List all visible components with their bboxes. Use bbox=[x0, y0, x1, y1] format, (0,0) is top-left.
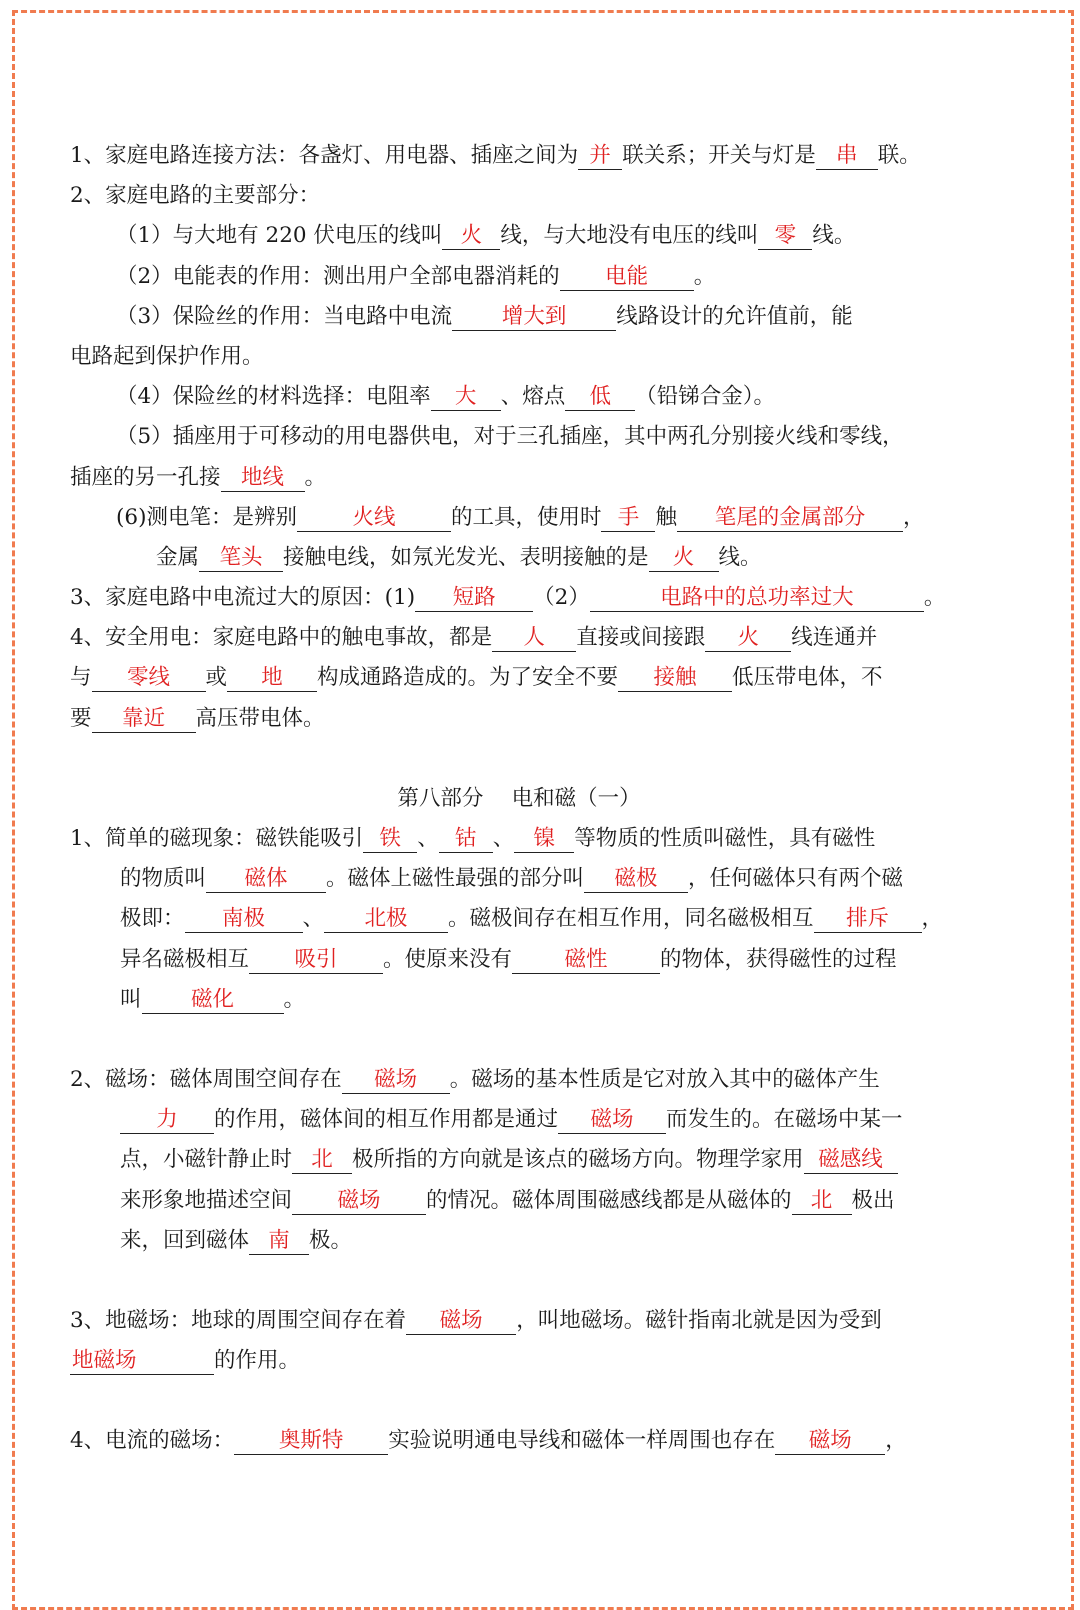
answer-blank: 短路 bbox=[415, 585, 533, 612]
text-line: 2、磁场：磁体周围空间存在 磁场 。磁场的基本性质是它对放入其中的磁体产生 bbox=[70, 1066, 880, 1092]
answer-blank: 磁场 bbox=[775, 1428, 885, 1455]
spacer bbox=[70, 1020, 968, 1060]
text-line: (6)测电笔：是辨别 火线 的工具，使用时 手 触 笔尾的金属部分 ， bbox=[116, 504, 925, 530]
answer-blank: 大 bbox=[431, 384, 501, 411]
text-line: 地磁场 的作用。 bbox=[72, 1348, 301, 1374]
answer-blank: 火 bbox=[649, 545, 719, 572]
answer-blank: 零线 bbox=[92, 665, 206, 692]
answer-blank: 笔尾的金属部分 bbox=[677, 505, 903, 532]
worksheet-content bbox=[70, 136, 968, 1461]
answer-blank: 零 bbox=[758, 223, 812, 250]
text-line: 来，回到磁体 南 极。 bbox=[120, 1227, 353, 1253]
text-line: 的物质叫 磁体 。磁体上磁性最强的部分叫 磁极 ，任何磁体只有两个磁 bbox=[120, 866, 904, 892]
answer-blank: 磁场 bbox=[342, 1067, 450, 1094]
answer-blank: 增大到 bbox=[452, 304, 616, 331]
text-line: 插座的另一孔接 地线 。 bbox=[70, 464, 327, 490]
text-line: 异名磁极相互 吸引 。使原来没有 磁性 的物体，获得磁性的过程 bbox=[120, 946, 897, 972]
text-line: （2）电能表的作用：测出用户全部电器消耗的 电能 。 bbox=[116, 263, 716, 289]
answer-blank: 南 bbox=[249, 1228, 309, 1255]
answer-blank: 磁极 bbox=[584, 866, 688, 893]
answer-blank: 磁场 bbox=[406, 1308, 516, 1335]
answer-blank: 火线 bbox=[297, 505, 451, 532]
text-line: 力 的作用，磁体间的相互作用都是通过 磁场 而发生的。在磁场中某一 bbox=[70, 1100, 968, 1140]
answer-blank: 北极 bbox=[324, 906, 448, 933]
answer-blank: 火 bbox=[442, 223, 500, 250]
answer-blank: 地 bbox=[227, 665, 317, 692]
text-line: 4、电流的磁场： 奥斯特 实验说明通电导线和磁体一样周围也存在 磁场 ， bbox=[70, 1428, 907, 1454]
answer-blank: 北 bbox=[292, 1147, 352, 1174]
answer-blank: 电路中的总功率过大 bbox=[590, 585, 924, 612]
answer-blank: 电能 bbox=[560, 264, 694, 291]
answer-blank: 排斥 bbox=[814, 906, 922, 933]
answer-blank: 力 bbox=[120, 1107, 214, 1134]
answer-blank: 铁 bbox=[363, 826, 417, 853]
spacer bbox=[70, 1381, 968, 1421]
text-line: 叫 磁化 。 bbox=[120, 986, 306, 1012]
text-line: 电路起到保护作用。 bbox=[70, 343, 264, 369]
answer-blank: 磁场 bbox=[292, 1188, 426, 1215]
text-line: 与 零线 或 地 构成通路造成的。为了安全不要 接触 低压带电体，不 bbox=[70, 665, 883, 691]
text-line: 极即： 南极 、 北极 。磁极间存在相互作用，同名磁极相互 排斥 ， bbox=[120, 906, 944, 932]
text-line: （4）保险丝的材料选择：电阻率 大 、熔点 低 （铅锑合金）。 bbox=[116, 384, 775, 410]
answer-blank: 南极 bbox=[185, 906, 303, 933]
text-line: 要 靠近 高压带电体。 bbox=[70, 705, 325, 731]
answer-blank: 奥斯特 bbox=[234, 1428, 388, 1455]
text-line: 金属 笔头 接触电线，如氖光发光、表明接触的是 火 线。 bbox=[156, 544, 762, 570]
answer-blank: 磁感线 bbox=[804, 1147, 898, 1174]
text-line: 3、家庭电路中电流过大的原因：(1) 短路 （2） 电路中的总功率过大 。 bbox=[70, 585, 946, 611]
text-line: 来形象地描述空间 磁场 的情况。磁体周围磁感线都是从磁体的 北 极出 bbox=[120, 1187, 895, 1213]
text-line: （3）保险丝的作用：当电路中电流 增大到 线路设计的允许值前，能 bbox=[116, 303, 853, 329]
answer-blank: 接触 bbox=[618, 665, 732, 692]
answer-blank: 磁化 bbox=[142, 987, 284, 1014]
text-line: 3、地磁场：地球的周围空间存在着 磁场 ，叫地磁场。磁针指南北就是因为受到 bbox=[70, 1307, 882, 1333]
text-line: 1、简单的磁现象：磁铁能吸引 铁 、 钴 、 镍 等物质的性质叫磁性，具有磁性 bbox=[70, 826, 876, 851]
answer-blank: 串 bbox=[816, 143, 878, 170]
text-line: 2、家庭电路的主要部分： bbox=[70, 183, 321, 209]
text-line: 4、安全用电：家庭电路中的触电事故，都是 人 直接或间接跟 火 线连通并 bbox=[70, 625, 878, 651]
section-heading: 第八部分 电和磁（一） bbox=[397, 785, 641, 811]
text-line: （5）插座用于可移动的用电器供电，对于三孔插座，其中两孔分别接火线和零线， bbox=[116, 424, 904, 450]
text-line: 点，小磁针静止时 北 极所指的方向就是该点的磁场方向。物理学家用 磁感线 bbox=[70, 1140, 968, 1180]
answer-blank: 并 bbox=[578, 143, 622, 170]
answer-blank: 磁性 bbox=[512, 947, 660, 974]
answer-blank: 地磁场 bbox=[70, 1348, 214, 1375]
answer-blank: 磁体 bbox=[206, 866, 326, 893]
answer-blank: 笔头 bbox=[199, 545, 283, 572]
answer-blank: 靠近 bbox=[92, 706, 196, 733]
answer-blank: 地线 bbox=[221, 465, 305, 492]
answer-blank: 北 bbox=[792, 1188, 852, 1215]
spacer bbox=[70, 1261, 968, 1301]
answer-blank: 磁场 bbox=[558, 1107, 666, 1134]
answer-blank: 低 bbox=[565, 384, 635, 411]
text-line: （1）与大地有 220 伏电压的线叫 火 线，与大地没有电压的线叫 零 线。 bbox=[116, 223, 856, 249]
answer-blank: 人 bbox=[492, 625, 576, 652]
spacer bbox=[70, 739, 968, 779]
answer-blank: 钴 bbox=[439, 826, 493, 853]
text-line: 1、家庭电路连接方法：各盏灯、用电器、插座之间为 并 联关系；开关与灯是 串 联。 bbox=[70, 143, 921, 168]
answer-blank: 吸引 bbox=[249, 947, 383, 974]
answer-blank: 镍 bbox=[514, 826, 574, 853]
answer-blank: 手 bbox=[601, 505, 655, 532]
answer-blank: 火 bbox=[705, 625, 791, 652]
